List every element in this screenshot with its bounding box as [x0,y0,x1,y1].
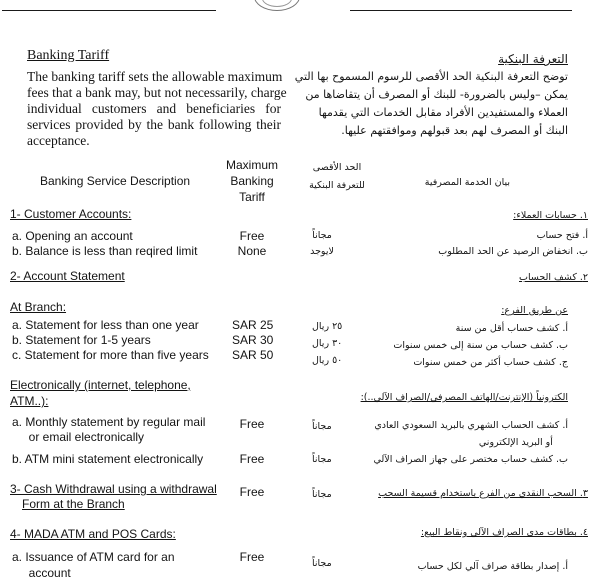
en-intro-line-1: The banking tariff sets the allowable maximum [27,69,283,84]
s4-row-a-en-2: account [12,566,71,580]
s2-elec-row-b-ar: ب. كشف حساب مختصر على جهاز الصراف الآلي [373,454,568,465]
section-4-title-en: 4- MADA ATM and POS Cards: [10,527,176,541]
s2-electronic-label-ar: الكترونياً (الإنترنت/الهاتف المصرفي/الصراف الآلي..): [360,392,568,403]
section-1-title-en: 1- Customer Accounts: [10,207,132,221]
col-header-max-tariff-3: Tariff [239,190,265,204]
col-header-ar-desc: بيان الخدمة المصرفية [424,177,510,188]
s2-elec-row-b-ar-fee: مجاناً [312,454,332,465]
s2-electronic-label-en-1: Electronically (internet, telephone, [10,378,191,392]
s4-row-a-ar-fee: مجاناً [312,558,332,569]
s2-elec-row-a-en-1: a. Monthly statement by regular mail [12,415,206,429]
s2-row-b-ar: ب. كشف حساب من سنة إلى خمس سنوات [393,340,568,351]
s2-row-c-fee: SAR 50 [232,348,274,362]
section-1-title-ar: ١. حسابات العملاء: [513,210,588,221]
s2-elec-row-a-ar-2: أو البريد الإلكتروني [478,437,568,448]
section-3-title-en-1: 3- Cash Withdrawal using a withdrawal [10,482,217,496]
en-intro-line-4: services provided by the bank following their [27,117,281,132]
section-2-title-en: 2- Account Statement [10,269,125,283]
ar-intro-line-4: البنك أو المصرف لهم بعد قبولهم وموافقتهم عليها. [341,124,568,137]
s2-elec-row-b-en: b. ATM mini statement electronically [12,452,204,466]
col-header-ar-max-2: للتعرفة البنكية [309,180,365,191]
s4-row-a-ar: أ. إصدار بطاقة صراف آلي لكل حساب [417,561,568,572]
col-header-max-tariff-2: Banking [230,174,274,188]
s2-elec-row-a-ar-1: أ. كشف الحساب الشهري بالبريد السعودي العادي [374,420,568,431]
s2-row-a-en: a. Statement for less than one year [12,318,199,332]
top-rule-right [350,10,572,11]
col-header-max-tariff-1: Maximum [226,158,279,172]
s1-row-a-fee: Free [239,229,265,243]
ar-title: التعرفة البنكية [498,52,568,66]
s2-elec-row-a-en-2: or email electronically [12,430,145,444]
section-2-title-ar: ٢. كشف الحساب [519,272,588,283]
s2-row-b-ar-fee: ٣٠ ريال [312,338,343,349]
s1-row-b-fee: None [237,244,267,258]
s2-electronic-label-en-2: ATM..): [10,394,49,408]
en-title: Banking Tariff [27,48,110,63]
s2-row-c-ar-fee: ٥٠ ريال [312,355,343,366]
en-intro-line-2: fees that a bank may, but not necessarily, charge [27,85,287,100]
en-intro-line-3: individual customers and beneficiaries for [27,101,281,116]
s2-row-a-ar: أ. كشف حساب أقل من سنة [455,323,568,334]
ar-intro-line-3: العملاء والمستفيدين الأفراد مقابل الخدمات التي يقدمها [318,106,568,119]
s2-elec-row-b-fee: Free [239,452,265,466]
en-intro-line-5: acceptance. [27,133,90,148]
s1-row-a-en: a. Opening an account [12,229,133,243]
s1-row-a-ar: أ. فتح حساب [536,230,588,241]
s2-row-c-ar: ج. كشف حساب أكثر من خمس سنوات [413,357,568,368]
section-4-title-ar: ٤. بطاقات مدى الصراف الآلي ونقاط البيع: [420,527,588,538]
top-rule-left [2,10,216,11]
s2-row-a-ar-fee: ٢٥ ريال [312,321,343,332]
s4-row-a-en-1: a. Issuance of ATM card for an [12,550,175,564]
s1-row-b-ar: ب. انخفاض الرصيد عن الحد المطلوب [438,246,588,257]
col-header-en-desc: Banking Service Description [40,174,191,188]
s4-row-a-fee: Free [239,550,265,564]
s2-branch-label-ar: عن طريق الفرع: [501,305,568,316]
ar-intro-line-1: توضح التعرفة البنكية الحد الأقصى للرسوم المسموح بها التي [294,70,568,83]
s1-row-b-en: b. Balance is less than reqired limit [12,244,198,258]
section-3-title-ar: ٣. السحب النقدي من الفرع باستخدام قسيمة السحب [378,488,588,499]
s2-row-a-fee: SAR 25 [232,318,274,332]
s1-row-a-ar-fee: مجاناً [312,230,332,241]
ar-intro-line-2: يمكن –وليس بالضرورة- للبنك أو المصرف أن يتقاضاها من [305,88,568,101]
section-3-title-en-2: Form at the Branch [22,497,125,511]
section-3-fee: Free [239,485,265,499]
s2-branch-label-en: At Branch: [10,300,67,314]
s1-row-b-ar-fee: لايوجد [310,246,334,257]
s2-elec-row-a-ar-fee: مجاناً [312,421,332,432]
s2-row-c-en: c. Statement for more than five years [12,348,209,362]
s2-row-b-fee: SAR 30 [232,333,274,347]
section-3-ar-fee: مجاناً [312,489,332,500]
s2-row-b-en: b. Statement for 1-5 years [12,333,151,347]
col-header-ar-max-1: الحد الأقصى [312,162,362,173]
s2-elec-row-a-fee: Free [239,417,265,431]
